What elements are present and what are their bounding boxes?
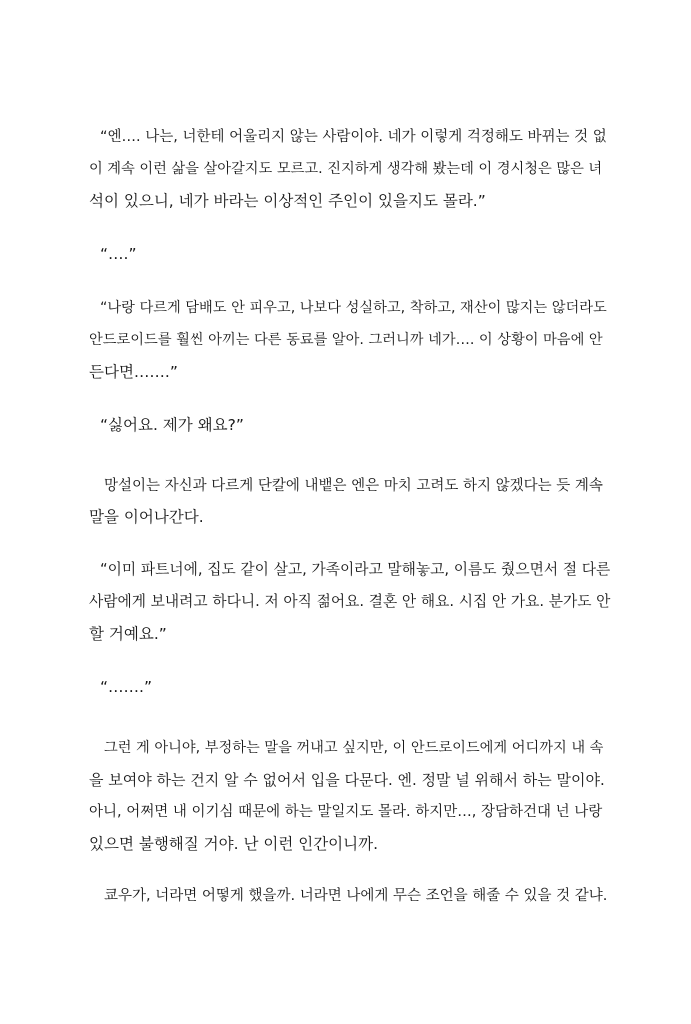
text-line: 할 거예요.” [89,625,167,643]
text-line: 안드로이드를 훨씬 아끼는 다른 동료를 알아. 그러니까 네가…. 이 상황이 마음에 안 [89,332,603,348]
text-line: 이 계속 이런 삶을 살아갈지도 모르고. 진지하게 생각해 봤는데 이 경시청은 많은 녀 [89,161,603,177]
text-line: 말을 이어나간다. [89,508,204,526]
text-line: 아니, 어쩌면 내 이기심 때문에 하는 말일지도 몰라. 하지만…, 장담하건대 넌 나랑 [89,804,603,820]
text-line: 그런 게 아니야, 부정하는 말을 꺼내고 싶지만, 이 안드로이드에게 어디까지 내 속 [104,740,604,756]
text-line: 있으면 불행해질 거야. 난 이런 인간이니까. [89,835,379,853]
text-line: 을 보여야 하는 건지 알 수 없어서 입을 다문다. 엔. 정말 널 위해서 하는 말이야. [89,771,605,789]
text-line: “싫어요. 제가 왜요?” [100,416,244,434]
text-line: 든다면…….” [89,363,178,381]
text-line: 석이 있으니, 네가 바라는 이상적인 주인이 있을지도 몰라.” [89,192,486,210]
text-line: “나랑 다르게 담배도 안 피우고, 나보다 성실하고, 착하고, 재산이 많지는 않더라도 [100,300,607,316]
text-line: “….” [100,245,137,263]
text-line: “이미 파트너에, 집도 같이 살고, 가족이라고 말해놓고, 이름도 줬으면서 절 다른 [100,561,611,578]
text-line: 망설이는 자신과 다르게 단칼에 내뱉은 엔은 마치 고려도 하지 않겠다는 듯 계속 [104,478,603,494]
text-line: “엔…. 나는, 너한테 어울리지 않는 사람이야. 네가 이렇게 걱정해도 바뀌는 것 없 [100,129,607,145]
text-line: 사람에게 보내려고 하다니. 저 아직 젊어요. 결혼 안 해요. 시집 안 가요. 분가도 안 [89,593,611,610]
text-line: 쿄우가, 너라면 어떻게 했을까. 너라면 나에게 무슨 조언을 해줄 수 있을 것 같냐. [104,888,608,904]
text-line: “…….” [100,678,152,696]
